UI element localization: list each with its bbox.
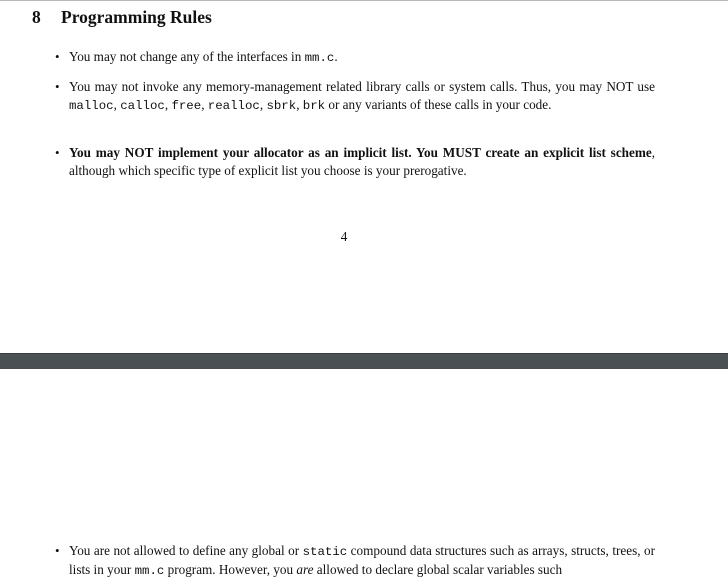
rule-text: You may NOT implement your allocator as an implicit list. You MUST create an explicit list scheme, although which specific type of explicit list you choose is your prerogative. xyxy=(69,145,655,178)
code-mm-c: mm.c xyxy=(134,564,165,578)
code-sbrk: sbrk xyxy=(266,99,297,113)
rule-text: You may not change any of the interfaces in mm.c. xyxy=(69,49,338,65)
page-number: 4 xyxy=(340,229,348,244)
bullet-icon: • xyxy=(55,79,60,94)
bold-requirement: You may NOT implement your allocator as an implicit list. You MUST create an explicit list scheme xyxy=(69,145,652,160)
rule-text: You may not invoke any memory-management related library calls or system calls. Thus, you may NOT use malloc, calloc, free, realloc, sbrk, brk or any variants of these calls in your code. xyxy=(69,79,655,113)
rule-item-global-structures xyxy=(55,542,655,580)
code-realloc: realloc xyxy=(207,99,260,113)
rule-item-explicit-list xyxy=(55,144,655,180)
section-number: 8 xyxy=(32,7,41,27)
rule-item-memory-calls xyxy=(55,78,655,115)
code-free: free xyxy=(171,99,202,113)
code-brk: brk xyxy=(302,99,326,113)
code-malloc: malloc xyxy=(69,99,114,113)
section-title: Programming Rules xyxy=(61,7,212,27)
page-separator xyxy=(0,353,728,369)
rule-text: You are not allowed to define any global or static compound data structures such as arrays, structs, trees, or lists in your mm.c program. However, you are allowed to declare global scalar variables such xyxy=(69,543,655,578)
bullet-icon: • xyxy=(55,145,60,160)
rule-item-interfaces xyxy=(55,48,655,67)
code-mm-c: mm.c xyxy=(304,51,335,65)
bullet-icon: • xyxy=(55,543,60,558)
bullet-icon: • xyxy=(55,49,60,64)
top-rule xyxy=(0,0,728,1)
code-static: static xyxy=(302,545,348,559)
section-heading xyxy=(32,6,212,28)
emphasis-are: are xyxy=(296,562,314,577)
code-calloc: calloc xyxy=(120,99,165,113)
